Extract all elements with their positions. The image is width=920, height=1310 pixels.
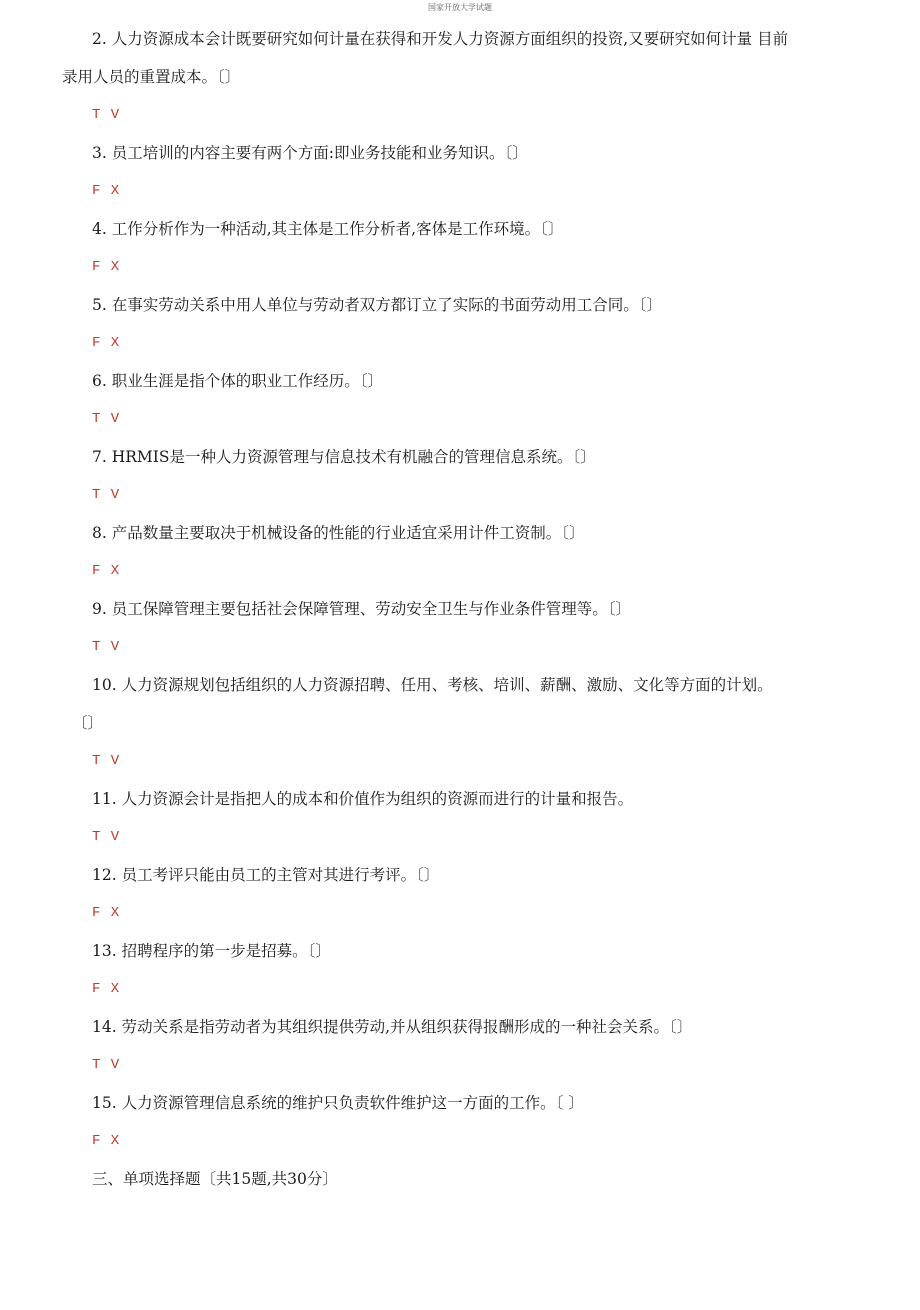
question-text: 2. 人力资源成本会计既要研究如何计量在获得和开发人力资源方面组织的投资,又要研究如何计量 目前 xyxy=(92,30,789,48)
question-text: 12. 员工考评只能由员工的主管对其进行考评。〔〕 xyxy=(92,866,440,884)
answer-key: T V xyxy=(92,1057,121,1073)
answer-key: F X xyxy=(92,259,121,275)
question-text: 5. 在事实劳动关系中用人单位与劳动者双方都订立了实际的书面劳动用工合同。〔〕 xyxy=(92,296,662,314)
answer-key: F X xyxy=(92,335,121,351)
question-text: 6. 职业生涯是指个体的职业工作经历。〔〕 xyxy=(92,372,383,390)
question-item xyxy=(0,590,920,666)
question-text: 9. 员工保障管理主要包括社会保障管理、劳动安全卫生与作业条件管理等。〔〕 xyxy=(92,600,631,618)
answer-key: F X xyxy=(92,981,121,997)
question-text: 10. 人力资源规划包括组织的人力资源招聘、任用、考核、培训、薪酬、激励、文化等方面的计划。 xyxy=(92,676,773,694)
answer-key: T V xyxy=(92,639,121,655)
answer-key: T V xyxy=(92,411,121,427)
question-item xyxy=(0,20,920,134)
question-list xyxy=(0,20,920,1198)
question-item xyxy=(0,438,920,514)
answer-key: T V xyxy=(92,829,121,845)
question-item xyxy=(0,932,920,1008)
question-text: 13. 招聘程序的第一步是招募。〔〕 xyxy=(92,942,331,960)
answer-key: T V xyxy=(92,753,121,769)
question-item xyxy=(0,780,920,856)
question-item xyxy=(0,134,920,210)
question-text: 11. 人力资源会计是指把人的成本和价值作为组织的资源而进行的计量和报告。 xyxy=(92,790,634,808)
answer-key: F X xyxy=(92,1133,121,1149)
answer-key: T V xyxy=(92,487,121,503)
question-text: 15. 人力资源管理信息系统的维护只负责软件维护这一方面的工作。〔 〕 xyxy=(92,1094,584,1112)
answer-key: T V xyxy=(92,107,121,123)
question-item xyxy=(0,666,920,780)
answer-key: F X xyxy=(92,183,121,199)
question-text: 4. 工作分析作为一种活动,其主体是工作分析者,客体是工作环境。〔〕 xyxy=(92,220,564,238)
question-item xyxy=(0,514,920,590)
question-item xyxy=(0,210,920,286)
page-header: 国家开放大学试题 xyxy=(428,3,492,12)
question-text: 7. HRMIS是一种人力资源管理与信息技术有机融合的管理信息系统。〔〕 xyxy=(92,448,596,466)
question-item xyxy=(0,856,920,932)
answer-key: F X xyxy=(92,905,121,921)
question-item xyxy=(0,1008,920,1084)
section-title: 三、单项选择题〔共15题,共30分〕 xyxy=(92,1170,338,1188)
question-text: 3. 员工培训的内容主要有两个方面:即业务技能和业务知识。〔〕 xyxy=(92,144,528,162)
question-item xyxy=(0,362,920,438)
question-text-continued: 〔〕 xyxy=(72,714,104,732)
answer-key: F X xyxy=(92,563,121,579)
question-item xyxy=(0,1084,920,1160)
question-text: 8. 产品数量主要取决于机械设备的性能的行业适宜采用计件工资制。〔〕 xyxy=(92,524,585,542)
question-text: 14. 劳动关系是指劳动者为其组织提供劳动,并从组织获得报酬形成的一种社会关系。〔〕 xyxy=(92,1018,693,1036)
question-item xyxy=(0,286,920,362)
question-text-continued: 录用人员的重置成本。〔〕 xyxy=(62,68,241,86)
